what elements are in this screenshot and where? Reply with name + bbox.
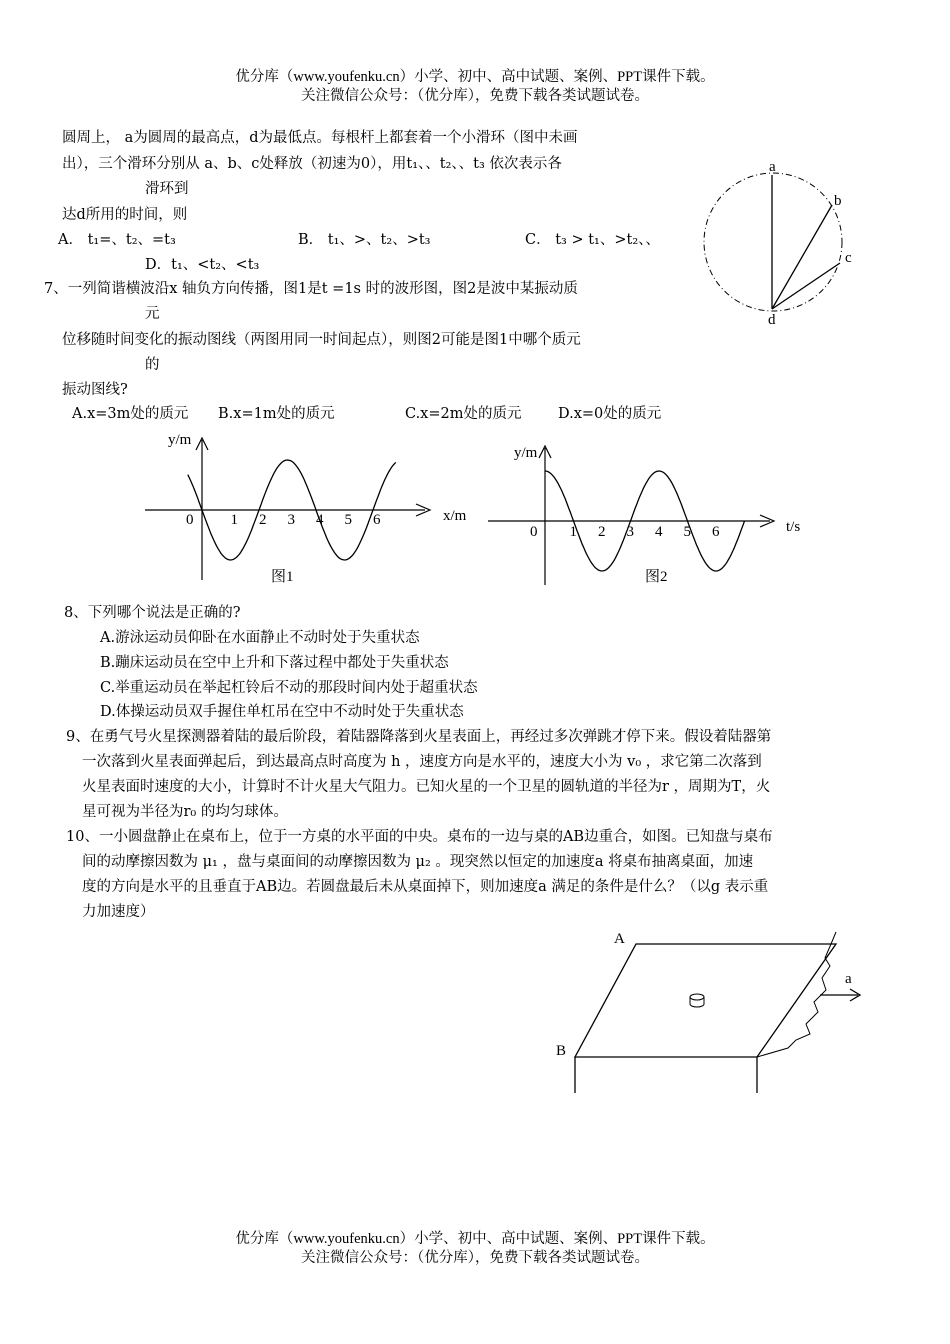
q8-stem: 8、下列哪个说法是正确的? — [64, 605, 241, 621]
disc-icon — [690, 994, 704, 1007]
q10-line-4: 力加速度） — [82, 904, 155, 920]
fig2-y-label: y/m — [514, 445, 538, 461]
q8-option-a: A.游泳运动员仰卧在水面静止不动时处于失重状态 — [100, 630, 420, 646]
fig2-tick-1: 1 — [569, 524, 577, 540]
q7-line-1: 7、一列简谐横波沿x 轴负方向传播，图1是t =1s 时的波形图，图2是波中某振动质 — [44, 281, 578, 297]
q6-label-c: c — [845, 250, 852, 266]
q7-option-c: C.x=2m处的质元 — [405, 406, 522, 422]
table-label-a: A — [614, 931, 625, 947]
q6-option-b: B． t₁、>、t₂、>t₃ — [298, 232, 431, 248]
q6-option-d: D．t₁、<t₂、<t₃ — [145, 257, 260, 273]
fig1-x-arrow — [416, 504, 430, 516]
q6-label-d: d — [768, 312, 776, 328]
fig2-tick-5: 5 — [683, 524, 691, 540]
q7-line-2: 元 — [145, 306, 160, 322]
q6-label-a: a — [769, 159, 776, 175]
fig2-tick-6: 6 — [712, 524, 720, 540]
fig2-vibration-curve — [545, 471, 745, 571]
q6-rod-cd — [772, 263, 840, 309]
q6-option-a: A． t₁=、t₂、=t₃ — [58, 232, 176, 248]
fig1-origin: 0 — [186, 512, 194, 528]
fig2-origin: 0 — [530, 524, 538, 540]
tablecloth-torn-edge — [757, 932, 836, 1057]
fig1-tick-4: 4 — [316, 512, 324, 528]
q7-option-a: A.x=3m处的质元 — [72, 406, 189, 422]
table-label-b: B — [556, 1043, 567, 1059]
q10-line-2: 间的动摩擦因数为 μ₁ ，盘与桌面间的动摩擦因数为 μ₂ 。现突然以恒定的加速度a 将桌布抽离桌面，加速 — [82, 854, 754, 870]
accel-label: a — [845, 971, 852, 987]
fig1-wave-curve — [188, 460, 396, 560]
fig2-y-arrow — [539, 446, 551, 458]
fig1-tick-2: 2 — [259, 512, 267, 528]
fig2-x-arrow — [760, 515, 774, 527]
q7-line-3: 位移随时间变化的振动图线（两图用同一时间起点），则图2可能是图1中哪个质元 — [62, 332, 581, 348]
q10-line-1: 10、一小圆盘静止在桌布上，位于一方桌的水平面的中央。桌布的一边与桌的AB边重合，如图。已知盘与桌布 — [66, 829, 773, 845]
fig2-tick-3: 3 — [626, 524, 634, 540]
q9-line-4: 星可视为半径为r₀ 的均匀球体。 — [82, 804, 288, 820]
q10-line-3: 度的方向是水平的且垂直于AB边。若圆盘最后未从桌面掉下，则加速度a 满足的条件是什么？（以g 表示重 — [82, 879, 769, 895]
footer-line-1: 优分库（www.youfenku.cn）小学、初中、高中试题、案例、PPT课件下载。 — [235, 1231, 715, 1247]
q7-option-b: B.x=1m处的质元 — [218, 406, 335, 422]
fig2-tick-4: 4 — [655, 524, 663, 540]
fig1-tick-1: 1 — [230, 512, 238, 528]
fig1-tick-6: 6 — [373, 512, 381, 528]
q6-line-1: 圆周上， a为圆周的最高点，d为最低点。每根杆上都套着一个小滑环（图中未画 — [62, 130, 578, 146]
q6-circle — [704, 173, 842, 311]
header-line-2: 关注微信公众号：（优分库），免费下载各类试题试卷。 — [301, 88, 649, 104]
fig2-caption: 图2 — [645, 569, 668, 585]
q8-option-c: C.举重运动员在举起杠铃后不动的那段时间内处于超重状态 — [100, 680, 478, 696]
q8-option-d: D.体操运动员双手握住单杠吊在空中不动时处于失重状态 — [100, 704, 464, 720]
fig1-tick-3: 3 — [287, 512, 295, 528]
q7-option-d: D.x=0处的质元 — [558, 406, 662, 422]
q7-line-4: 的 — [145, 357, 160, 373]
header-line-1: 优分库（www.youfenku.cn）小学、初中、高中试题、案例、PPT课件下载。 — [235, 69, 715, 85]
fig1-caption: 图1 — [271, 569, 294, 585]
q8-option-b: B.蹦床运动员在空中上升和下落过程中都处于失重状态 — [100, 655, 449, 671]
fig2-tick-2: 2 — [598, 524, 606, 540]
fig1-y-label: y/m — [168, 432, 192, 448]
fig1-y-arrow — [196, 438, 208, 450]
q9-line-2: 一次落到火星表面弹起后，到达最高点时高度为 h ，速度方向是水平的，速度大小为 v₀ ，求它第二次落到 — [82, 754, 762, 770]
q6-line-3: 滑环到 — [145, 181, 189, 197]
accel-arrow-head — [850, 989, 860, 1001]
q9-line-1: 9、在勇气号火星探测器着陆的最后阶段，着陆器降落到火星表面上，再经过多次弹跳才停下来。假设着陆器第 — [66, 729, 772, 745]
q6-rod-bd — [772, 205, 832, 309]
q9-line-3: 火星表面时速度的大小，计算时不计火星大气阻力。已知火星的一个卫星的圆轨道的半径为r ，周期为T，火 — [82, 779, 771, 795]
q6-line-2: 出），三个滑环分别从 a、b、c处释放（初速为0），用t₁、、t₂、、t₃ 依次表示各 — [62, 156, 562, 172]
footer-line-2: 关注微信公众号：（优分库），免费下载各类试题试卷。 — [301, 1250, 649, 1266]
q6-option-c: C． t₃ > t₁、>t₂、、 — [525, 232, 660, 248]
fig1-x-label: x/m — [443, 508, 467, 524]
q6-label-b: b — [834, 193, 842, 209]
q6-line-4: 达d所用的时间，则 — [62, 207, 188, 223]
fig1-tick-5: 5 — [344, 512, 352, 528]
table-top — [575, 944, 836, 1057]
q7-line-5: 振动图线? — [62, 382, 128, 398]
fig2-x-label: t/s — [786, 519, 801, 535]
